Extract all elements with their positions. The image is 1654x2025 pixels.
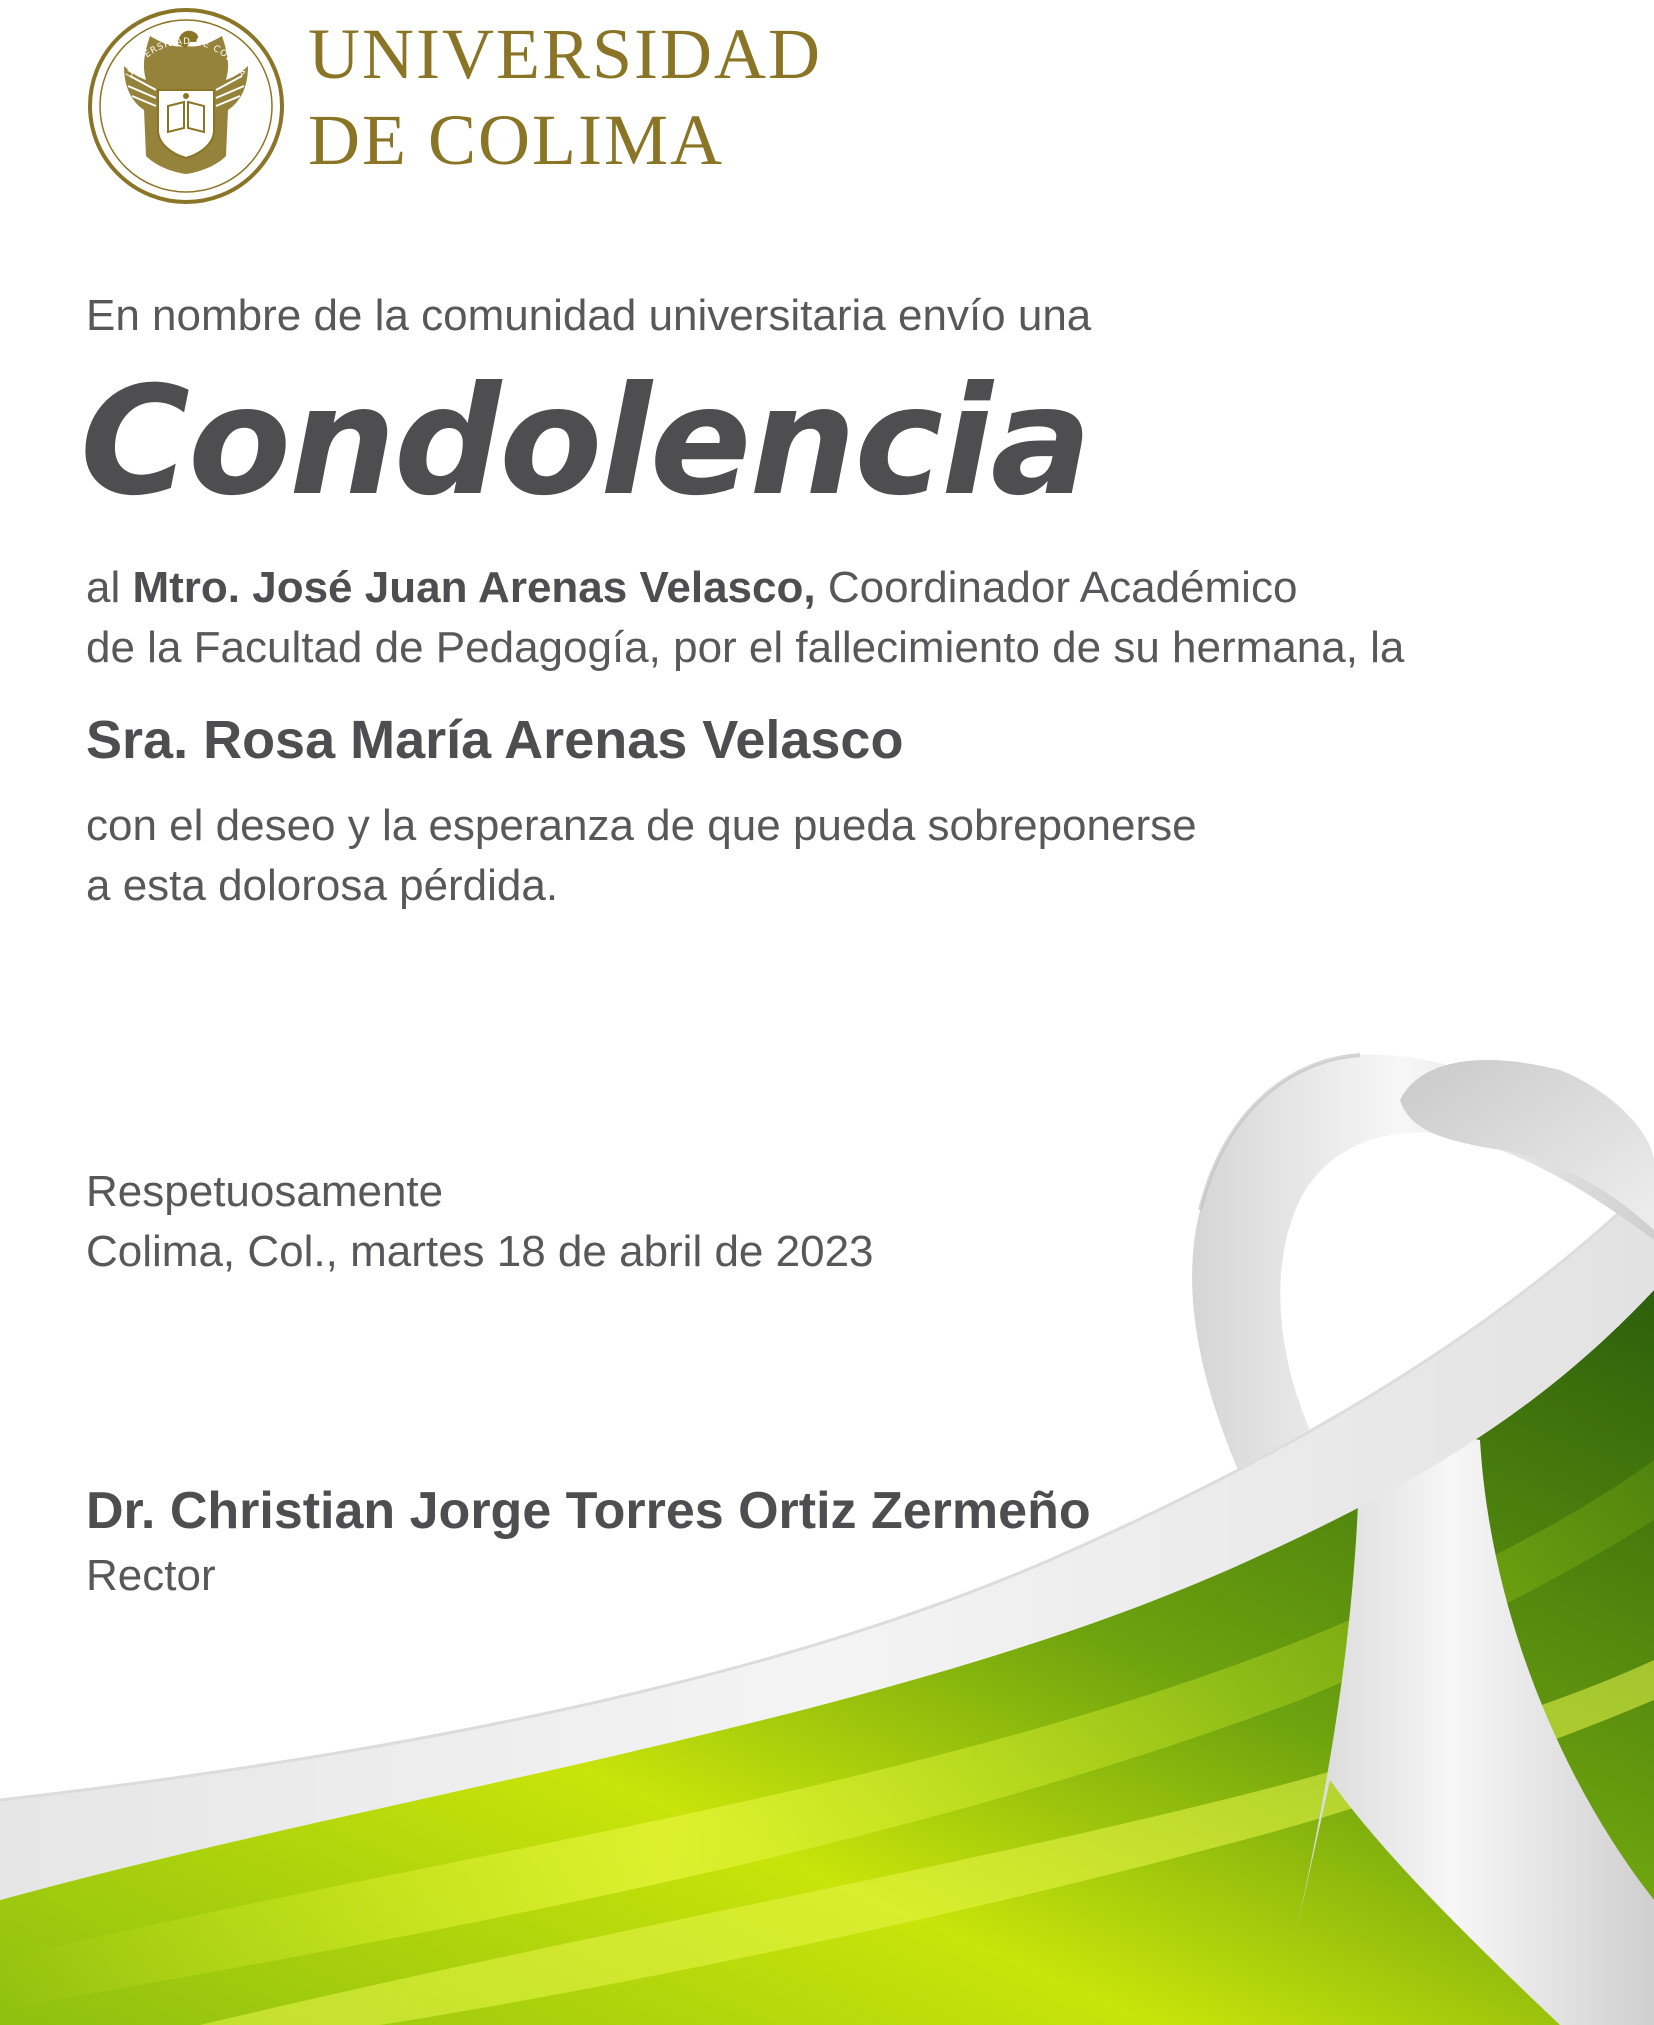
- recipient-name: Mtro. José Juan Arenas Velasco,: [132, 563, 816, 612]
- recipient-line-2: de la Facultad de Pedagogía, por el fallecimiento de su hermana, la: [86, 623, 1405, 672]
- intro-text: En nombre de la comunidad universitaria envío una: [86, 291, 1092, 340]
- wish-line-1: con el deseo y la esperanza de que pueda sobreponerse: [86, 801, 1197, 850]
- place-date: Colima, Col., martes 18 de abril de 2023: [86, 1227, 874, 1276]
- signer-role: Rector: [86, 1551, 216, 1600]
- wish-line-2: a esta dolorosa pérdida.: [86, 861, 559, 910]
- recipient-paragraph: [86, 558, 1404, 678]
- wish-paragraph: [86, 796, 1197, 916]
- signer-name: Dr. Christian Jorge Torres Ortiz Zermeño: [86, 1482, 1091, 1540]
- recipient-prefix: al: [86, 563, 133, 612]
- brand-line-2: DE COLIMA: [308, 100, 724, 180]
- page-title: Condolencia: [80, 355, 1090, 529]
- salutation: Respetuosamente: [86, 1167, 444, 1216]
- deceased-name: Sra. Rosa María Arenas Velasco: [86, 710, 904, 770]
- seal-ring-text: UNIVERSIDAD DE COLIMA: [124, 36, 248, 80]
- university-name: [308, 14, 828, 188]
- recipient-line: [86, 558, 1404, 618]
- university-seal: [86, 6, 286, 206]
- recipient-position: Coordinador Académico: [815, 563, 1298, 612]
- closing-block: [86, 1162, 874, 1282]
- brand-line-1: UNIVERSIDAD: [308, 14, 822, 94]
